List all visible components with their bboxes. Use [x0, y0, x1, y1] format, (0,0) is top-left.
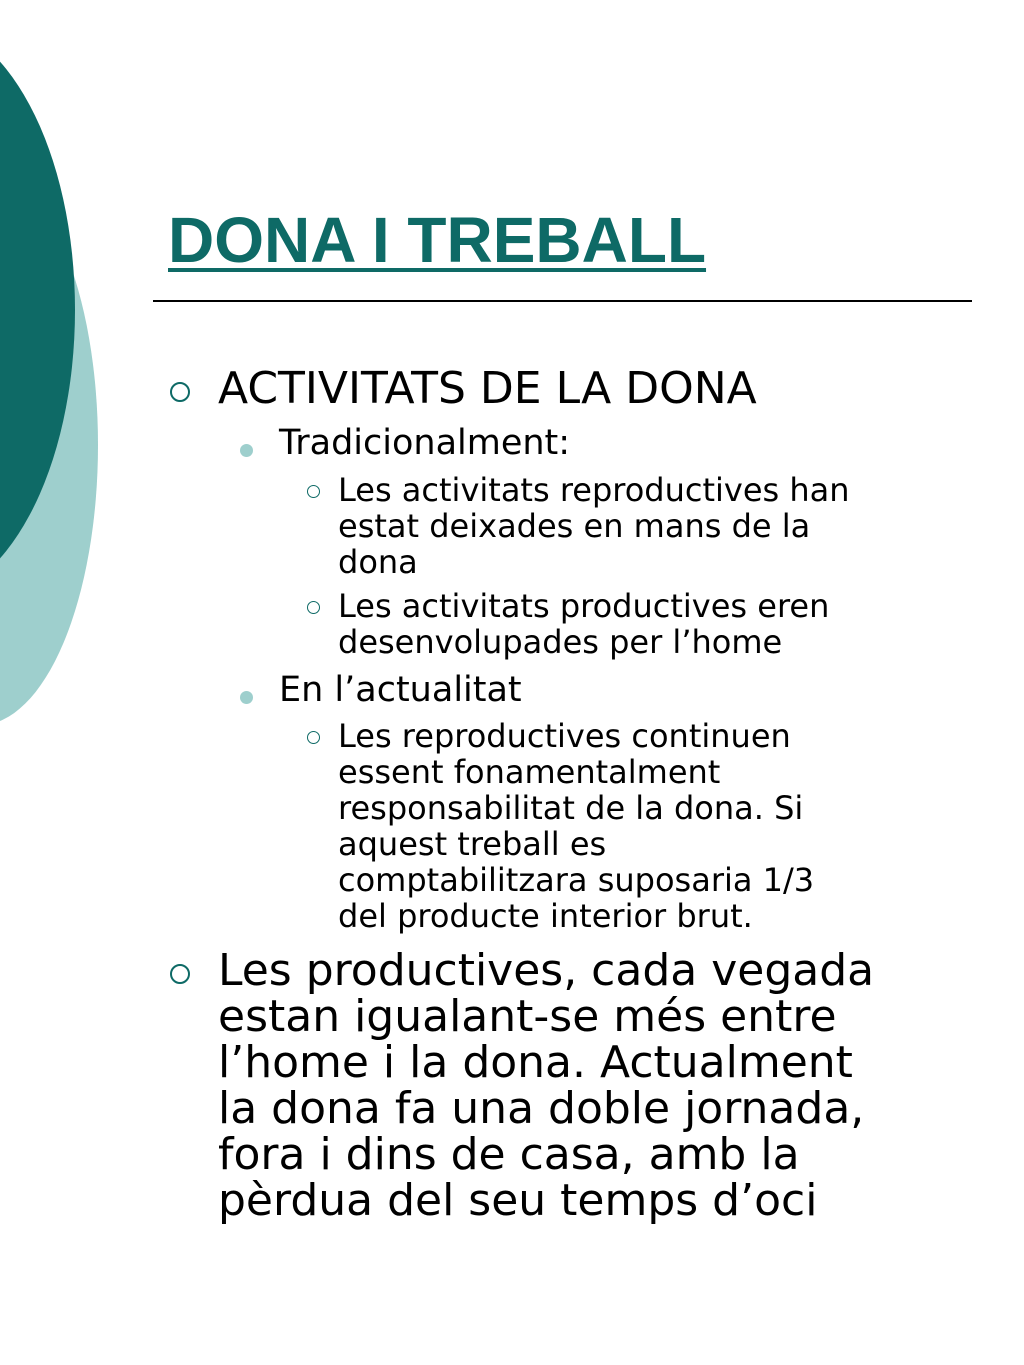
bullet-level3-line: responsabilitat de la dona. Si: [338, 789, 804, 827]
bullet-small-ring-icon: [307, 731, 320, 744]
bullet-level3-line: Les activitats productives eren: [338, 587, 830, 625]
bullet-level3-line: Les reproductives continuen: [338, 717, 791, 755]
bullet-level2: En l’actualitat: [279, 670, 522, 710]
bullet-level3-line: estat deixades en mans de la: [338, 507, 811, 545]
decorative-shapes: [0, 0, 110, 760]
bullet-level1-line: l’home i la dona. Actualment: [218, 1037, 853, 1088]
bullet-level3-line: aquest treball es: [338, 825, 607, 863]
bullet-small-ring-icon: [307, 601, 320, 614]
bullet-level1: ACTIVITATS DE LA DONA: [218, 363, 757, 414]
bullet-level1-line: la dona fa una doble jornada,: [218, 1083, 865, 1134]
bullet-level3-line: comptabilitzara suposaria 1/3: [338, 861, 815, 899]
title-divider: [153, 300, 972, 302]
bullet-level1-line: pèrdua del seu temps d’oci: [218, 1175, 818, 1226]
bullet-level1-line: Les productives, cada vegada: [218, 945, 875, 996]
bullet-small-ring-icon: [307, 485, 320, 498]
bullet-dot-icon: [240, 691, 253, 704]
bullet-level3-line: essent fonamentalment: [338, 753, 721, 791]
bullet-dot-icon: [240, 444, 253, 457]
slide-title: DONA I TREBALL: [168, 204, 707, 276]
bullet-level3-line: Les activitats reproductives han: [338, 471, 850, 509]
bullet-level1-line: fora i dins de casa, amb la: [218, 1129, 800, 1180]
bullet-ring-icon: [170, 964, 190, 984]
bullet-level3-line: desenvolupades per l’home: [338, 623, 783, 661]
bullet-level1-line: estan igualant-se més entre: [218, 991, 837, 1042]
bullet-level3-line: del producte interior brut.: [338, 897, 753, 935]
bullet-level2: Tradicionalment:: [279, 423, 571, 463]
bullet-ring-icon: [170, 382, 190, 402]
bullet-level3-line: dona: [338, 543, 418, 581]
